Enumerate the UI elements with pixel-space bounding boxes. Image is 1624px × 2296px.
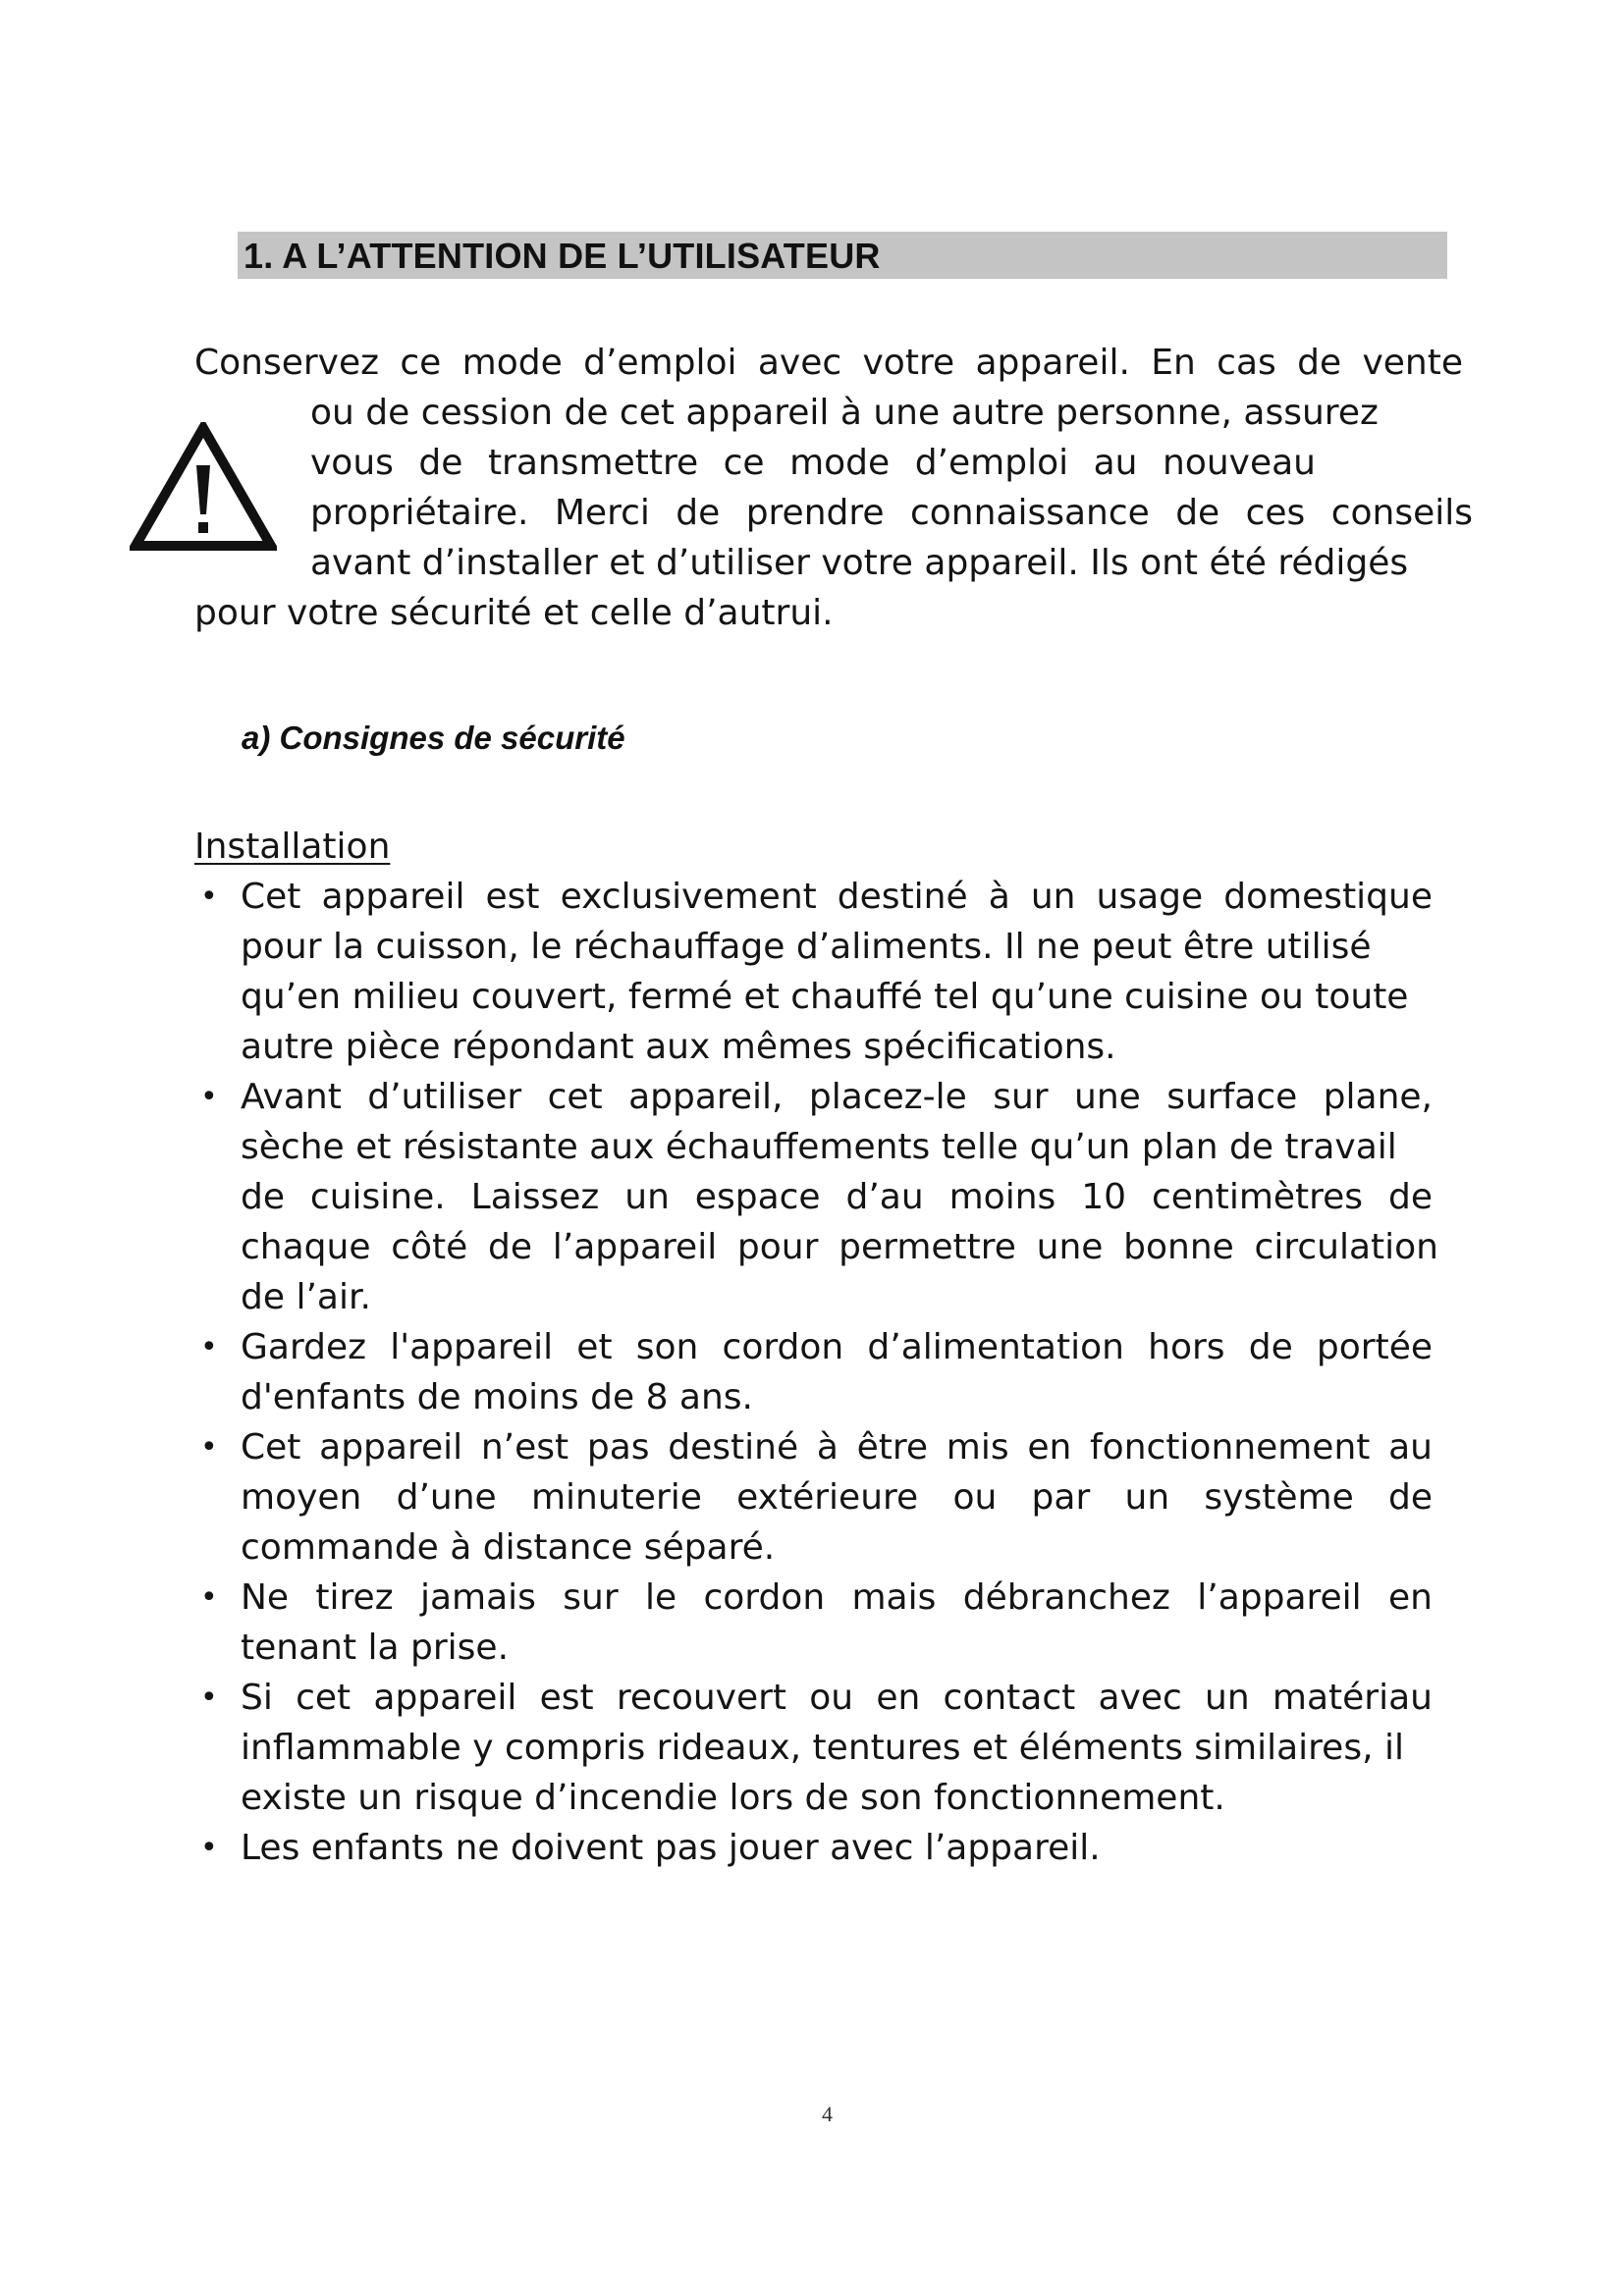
bullet-line: de l’air. [241, 1277, 371, 1317]
bullet-line: chaque côté de l’appareil pour permettre une bonne circulation [241, 1227, 1438, 1267]
bullet-line: Les enfants ne doivent pas jouer avec l’appareil. [241, 1828, 1101, 1868]
bullet-line: existe un risque d’incendie lors de son fonctionnement. [241, 1778, 1225, 1818]
bullet-line: de cuisine. Laissez un espace d’au moins 10 centimètres de [241, 1177, 1433, 1217]
intro-line: avant d’installer et d’utiliser votre appareil. Ils ont été rédigés [310, 543, 1409, 583]
warning-triangle-icon [130, 422, 277, 552]
bullet-icon: • [200, 1580, 218, 1615]
bullet-line: pour la cuisson, le réchauffage d’aliments. Il ne peut être utilisé [241, 927, 1372, 967]
bullet-line: d'enfants de moins de 8 ans. [241, 1377, 753, 1417]
bullet-line: inflammable y compris rideaux, tentures et éléments similaires, il [241, 1728, 1404, 1768]
bullet-line: Avant d’utiliser cet appareil, placez-le sur une surface plane, [241, 1077, 1433, 1117]
bullet-icon: • [200, 1330, 218, 1364]
section-heading: 1. A L’ATTENTION DE L’UTILISATEUR [244, 236, 881, 276]
subsection-heading: a) Consignes de sécurité [242, 720, 625, 756]
intro-line: pour votre sécurité et celle d’autrui. [194, 593, 834, 633]
bullet-line: Ne tirez jamais sur le cordon mais débranchez l’appareil en [241, 1577, 1433, 1618]
bullet-line: moyen d’une minuterie extérieure ou par un système de [241, 1477, 1433, 1518]
bullet-line: Si cet appareil est recouvert ou en contact avec un matériau [241, 1678, 1433, 1718]
bullet-line: Gardez l'appareil et son cordon d’alimentation hors de portée [241, 1327, 1433, 1367]
intro-line: ou de cession de cet appareil à une autre personne, assurez [310, 393, 1379, 433]
bullet-line: qu’en milieu couvert, fermé et chauffé tel qu’une cuisine ou toute [241, 977, 1409, 1017]
page-number: 4 [822, 2102, 833, 2126]
bullet-icon: • [200, 1831, 218, 1865]
bullet-line: sèche et résistante aux échauffements telle qu’un plan de travail [241, 1127, 1397, 1167]
bullet-icon: • [200, 1430, 218, 1465]
section-label-installation: Installation [194, 827, 391, 867]
bullet-line: Cet appareil est exclusivement destiné à un usage domestique [241, 877, 1433, 917]
intro-line: Conservez ce mode d’emploi avec votre appareil. En cas de vente [194, 343, 1463, 383]
bullet-line: tenant la prise. [241, 1628, 510, 1668]
intro-line: vous de transmettre ce mode d’emploi au nouveau [310, 443, 1316, 483]
bullet-line: autre pièce répondant aux mêmes spécifications. [241, 1027, 1116, 1067]
intro-line: propriétaire. Merci de prendre connaissance de ces conseils [310, 493, 1473, 533]
bullet-icon: • [200, 1080, 218, 1114]
bullet-line: commande à distance séparé. [241, 1527, 776, 1568]
bullet-icon: • [200, 1681, 218, 1715]
bullet-icon: • [200, 880, 218, 914]
bullet-line: Cet appareil n’est pas destiné à être mis en fonctionnement au [241, 1427, 1433, 1468]
